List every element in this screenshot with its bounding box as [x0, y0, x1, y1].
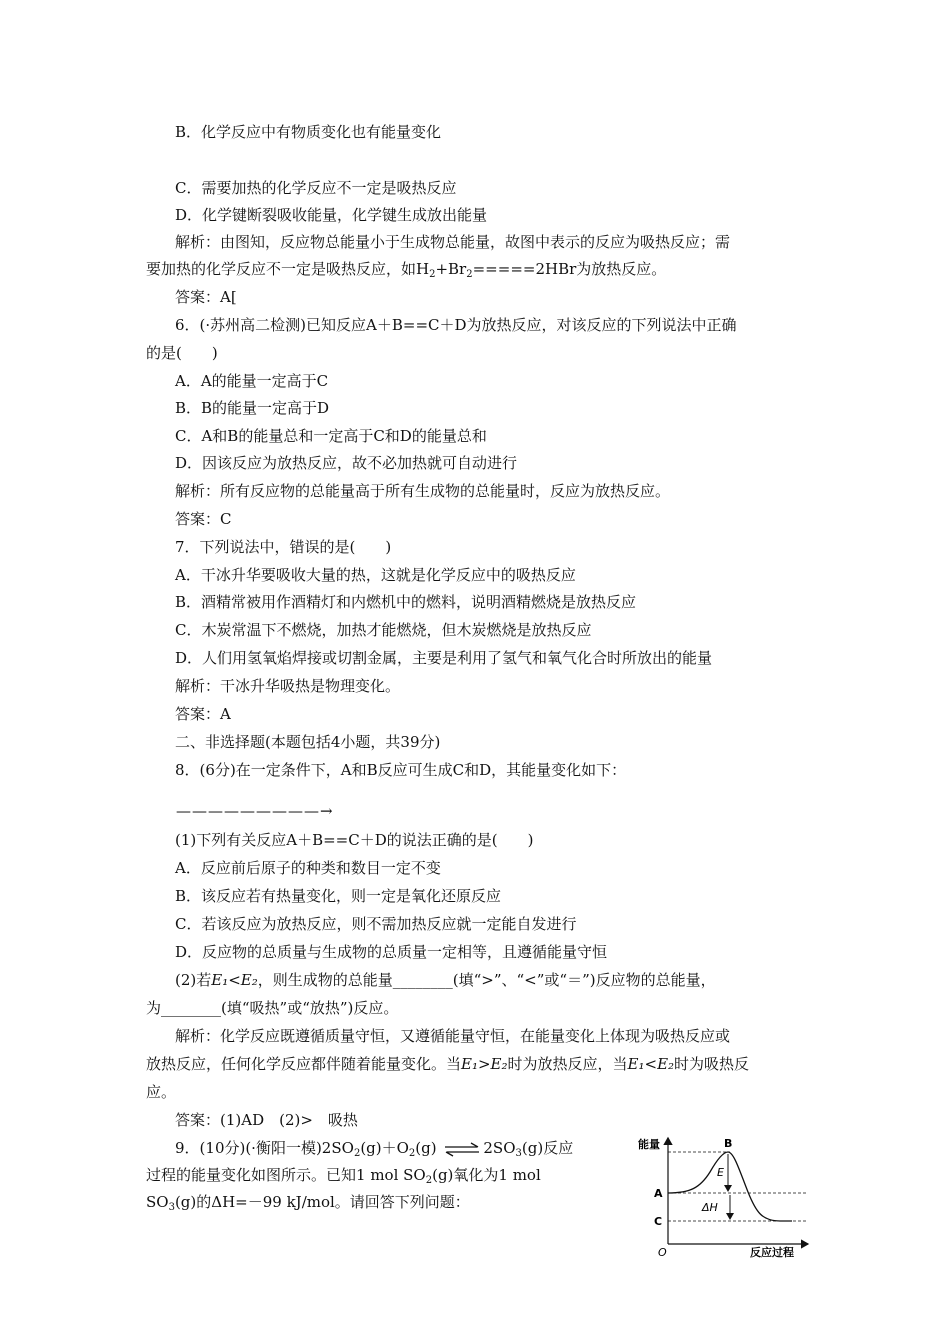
analysis-8-cont [146, 1054, 749, 1074]
option-6a: A．A的能量一定高于C [175, 372, 329, 390]
energy-diagram [638, 1132, 820, 1259]
inequality: E₁<E₂ [627, 1055, 675, 1073]
point-C-label: C [654, 1215, 663, 1228]
text: +Br [435, 260, 467, 278]
subscript: 2 [429, 269, 436, 280]
text: 2SO [483, 1139, 516, 1157]
text: (g)＋O [360, 1139, 409, 1157]
question-9 [175, 1138, 573, 1164]
text: 要加热的化学反应不一定是吸热反应，如H [146, 260, 430, 278]
dH-label: ΔH [702, 1201, 718, 1214]
line-1c: C．需要加热的化学反应不一定是吸热反应 [175, 179, 457, 197]
analysis-6: 解析：所有反应物的总能量高于所有生成物的总能量时，反应为放热反应。 [175, 482, 671, 500]
analysis-5-cont [146, 259, 666, 285]
question-8-2 [175, 970, 716, 990]
option-7d: D．人们用氢氧焰焊接或切割金属，主要是利用了氢气和氧气化合时所放出的能量 [175, 649, 713, 667]
answer-6: 答案：C [175, 510, 232, 528]
text: ，则生成物的总能量________(填“>”、“<”或“＝”)反应物的总能量， [257, 971, 716, 989]
text: (g)氧化为1 mol [432, 1166, 541, 1184]
y-axis-label: 能量 [638, 1138, 660, 1151]
subscript: 3 [168, 1202, 175, 1213]
answer-8: 答案：(1)AD (2)> 吸热 [175, 1111, 358, 1129]
subscript: 2 [425, 1175, 433, 1186]
text: 时为吸热反 [674, 1055, 750, 1073]
question-8: 8．(6分)在一定条件下，A和B反应可生成C和D，其能量变化如下： [175, 761, 627, 779]
question-8-1: (1)下列有关反应A＋B==C＋D的说法正确的是( ) [175, 831, 534, 849]
E-label: E [717, 1166, 724, 1179]
dashed-arrow: —————————→ [176, 802, 334, 820]
text: =====2HBr为放热反应。 [472, 260, 667, 278]
option-8c: C．若该反应为放热反应，则不需加热反应就一定能自发进行 [175, 915, 577, 933]
question-6-cont: 的是( ) [146, 344, 218, 362]
equilibrium-arrow-icon [443, 1142, 481, 1156]
origin-label: O [658, 1246, 667, 1259]
question-9-cont2 [146, 1192, 470, 1218]
x-axis-label: 反应过程 [750, 1246, 794, 1259]
option-7a: A．干冰升华要吸收大量的热，这就是化学反应中的吸热反应 [175, 566, 576, 584]
option-8d: D．反应物的总质量与生成物的总质量一定相等，且遵循能量守恒 [175, 943, 608, 961]
option-7b: B．酒精常被用作酒精灯和内燃机中的燃料，说明酒精燃烧是放热反应 [175, 593, 637, 611]
option-6d: D．因该反应为放热反应，故不必加热就可自动进行 [175, 454, 518, 472]
question-9-cont [146, 1165, 541, 1191]
subscript: 2 [408, 1148, 416, 1159]
analysis-7: 解析：干冰升华吸热是物理变化。 [175, 677, 401, 695]
point-B-label: B [724, 1137, 733, 1150]
option-8b: B．该反应若有热量变化，则一定是氧化还原反应 [175, 887, 502, 905]
text: 时为放热反应，当 [507, 1055, 628, 1073]
subscript: 3 [515, 1148, 522, 1159]
text: (g) [415, 1139, 437, 1157]
subscript: 2 [466, 269, 473, 280]
inequality: E₁>E₂ [461, 1055, 508, 1073]
option-6b: B．B的能量一定高于D [175, 399, 330, 417]
answer-7: 答案：A [175, 705, 231, 723]
text: 过程的能量变化如图所示。已知1 mol SO [146, 1166, 426, 1184]
option-8a: A．反应前后原子的种类和数目一定不变 [175, 859, 441, 877]
option-7c: C．木炭常温下不燃烧，加热才能燃烧，但木炭燃烧是放热反应 [175, 621, 592, 639]
analysis-8-end: 应。 [146, 1083, 177, 1101]
subscript: 2 [353, 1148, 361, 1159]
section-heading: 二、非选择题(本题包括4小题，共39分) [175, 733, 441, 751]
answer-5: 答案：A[ [175, 288, 237, 306]
question-6: 6．(·苏州高二检测)已知反应A＋B==C＋D为放热反应，对该反应的下列说法中正确 [175, 316, 737, 334]
question-8-2-cont: 为________(填“吸热”或“放热”)反应。 [146, 999, 399, 1017]
point-A-label: A [654, 1187, 663, 1200]
text: 放热反应，任何化学反应都伴随着能量变化。当 [146, 1055, 462, 1073]
analysis-8: 解析：化学反应既遵循质量守恒，又遵循能量守恒，在能量变化上体现为吸热反应或 [175, 1027, 731, 1045]
text: (g)反应 [521, 1139, 574, 1157]
text: (g)的ΔH=－99 kJ/mol。请回答下列问题： [174, 1193, 470, 1211]
question-7: 7．下列说法中，错误的是( ) [175, 538, 392, 556]
analysis-5: 解析：由图知，反应物总能量小于生成物总能量，故图中表示的反应为吸热反应；需 [175, 233, 731, 251]
inequality: E₁<E₂ [211, 971, 258, 989]
text: SO [146, 1193, 169, 1211]
text: (2)若 [175, 971, 212, 989]
line-1d: D．化学键断裂吸收能量，化学键生成放出能量 [175, 206, 488, 224]
option-6c: C．A和B的能量总和一定高于C和D的能量总和 [175, 427, 487, 445]
text: 9．(10分)(·衡阳一模)2SO [175, 1139, 354, 1157]
line-1b: B．化学反应中有物质变化也有能量变化 [175, 123, 442, 141]
